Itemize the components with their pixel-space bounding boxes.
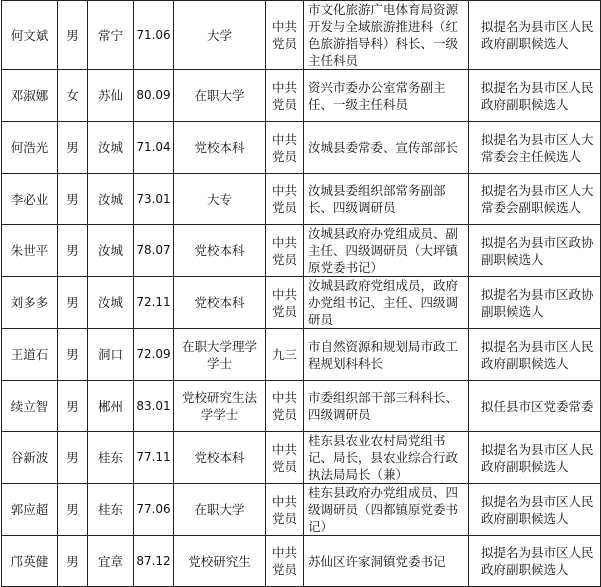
cell-party: 中共党员 (266, 432, 304, 484)
cell-position: 市自然资源和规划局市政工程规划科科长 (304, 329, 469, 381)
table-row (2, 70, 601, 122)
cell-education: 在职大学 (174, 70, 266, 122)
cell-nomination: 拟提名为县市区人民政府副职候选人 (469, 329, 601, 381)
cell-origin: 宜章 (88, 536, 134, 587)
cell-name: 郭应超 (2, 484, 58, 536)
cell-nomination: 拟任县市区党委常委 (469, 381, 601, 432)
table-row (2, 484, 601, 536)
cell-position: 汝城县政府党组成员，政府办党组书记、主任、四级调研员 (304, 277, 469, 329)
cell-party: 中共党员 (266, 536, 304, 587)
cell-gender: 男 (58, 432, 88, 484)
cell-origin: 汝城 (88, 122, 134, 174)
cell-position: 汝城县委组织部常务副部长、四级调研员 (304, 174, 469, 225)
cell-name: 续立智 (2, 381, 58, 432)
cell-gender: 男 (58, 1, 88, 70)
cell-position: 汝城县政府办党组成员、副主任、四级调研员（大坪镇原党委书记） (304, 225, 469, 277)
cell-score: 83.01 (134, 381, 174, 432)
cell-gender: 男 (58, 381, 88, 432)
cell-education: 党校本科 (174, 225, 266, 277)
cell-name: 谷新波 (2, 432, 58, 484)
cell-party: 中共党员 (266, 381, 304, 432)
cell-origin: 汝城 (88, 225, 134, 277)
cell-education: 党校本科 (174, 122, 266, 174)
cell-score: 77.06 (134, 484, 174, 536)
cell-position: 资兴市委办公室常务副主任、一级主任科员 (304, 70, 469, 122)
cell-nomination: 拟提名为县市区人民政府副职候选人 (469, 536, 601, 587)
cell-score: 73.01 (134, 174, 174, 225)
cell-education: 大学 (174, 1, 266, 70)
cell-nomination: 拟提名为县市区人民政府副职候选人 (469, 484, 601, 536)
cell-party: 中共党员 (266, 174, 304, 225)
table-body (2, 1, 601, 587)
cell-nomination: 拟提名为县市区人民政府副职候选人 (469, 432, 601, 484)
cell-education: 党校本科 (174, 432, 266, 484)
table-row (2, 225, 601, 277)
cell-score: 71.06 (134, 1, 174, 70)
cell-gender: 男 (58, 122, 88, 174)
cell-name: 何文斌 (2, 1, 58, 70)
cell-name: 李必业 (2, 174, 58, 225)
cell-gender: 男 (58, 329, 88, 381)
cell-position: 桂东县农业农村局党组书记、局长，县农业综合行政执法局局长（兼） (304, 432, 469, 484)
cell-gender: 男 (58, 277, 88, 329)
table-row (2, 381, 601, 432)
cell-nomination: 拟提名为县市区人大常委会副职候选人 (469, 174, 601, 225)
cell-party: 九三 (266, 329, 304, 381)
cell-nomination: 拟提名为县市区政协副职候选人 (469, 225, 601, 277)
cell-party: 中共党员 (266, 484, 304, 536)
cell-education: 在职大学 (174, 484, 266, 536)
cell-name: 刘多多 (2, 277, 58, 329)
cell-score: 71.04 (134, 122, 174, 174)
cell-education: 在职大学理学学士 (174, 329, 266, 381)
table-row (2, 122, 601, 174)
cell-party: 中共党员 (266, 70, 304, 122)
cadre-table (1, 0, 601, 587)
cell-party: 中共党员 (266, 1, 304, 70)
cell-name: 邓淑娜 (2, 70, 58, 122)
cell-education: 党校本科 (174, 277, 266, 329)
cell-education: 党校研究生 (174, 536, 266, 587)
cell-origin: 桂东 (88, 432, 134, 484)
cell-gender: 男 (58, 225, 88, 277)
cell-origin: 常宁 (88, 1, 134, 70)
table-row (2, 329, 601, 381)
cell-party: 中共党员 (266, 122, 304, 174)
table-row (2, 1, 601, 70)
cell-score: 77.11 (134, 432, 174, 484)
cell-score: 72.11 (134, 277, 174, 329)
cell-nomination: 拟提名为县市区人民政府副职候选人 (469, 70, 601, 122)
cell-name: 何浩光 (2, 122, 58, 174)
cell-name: 朱世平 (2, 225, 58, 277)
cell-name: 王道石 (2, 329, 58, 381)
table-row (2, 432, 601, 484)
cell-origin: 洞口 (88, 329, 134, 381)
cell-position: 汝城县委常委、宣传部部长 (304, 122, 469, 174)
cell-origin: 汝城 (88, 174, 134, 225)
table-row (2, 174, 601, 225)
cell-position: 市文化旅游广电体育局资源开发与全域旅游推进科（红色旅游指导科）科长、一级主任科员 (304, 1, 469, 70)
table-row (2, 536, 601, 587)
cell-name: 邝英健 (2, 536, 58, 587)
cell-education: 大专 (174, 174, 266, 225)
cell-gender: 男 (58, 484, 88, 536)
cell-education: 党校研究生法学学士 (174, 381, 266, 432)
cell-party: 中共党员 (266, 225, 304, 277)
cell-position: 苏仙区许家洞镇党委书记 (304, 536, 469, 587)
table-row (2, 277, 601, 329)
cell-party: 中共党员 (266, 277, 304, 329)
cell-score: 78.07 (134, 225, 174, 277)
cell-origin: 桂东 (88, 484, 134, 536)
cell-origin: 郴州 (88, 381, 134, 432)
cell-position: 桂东县政府办党组成员、四级调研员（四都镇原党委书记） (304, 484, 469, 536)
cell-score: 80.09 (134, 70, 174, 122)
cell-gender: 男 (58, 174, 88, 225)
cell-score: 72.09 (134, 329, 174, 381)
cell-origin: 汝城 (88, 277, 134, 329)
cell-gender: 男 (58, 536, 88, 587)
cell-score: 87.12 (134, 536, 174, 587)
cell-nomination: 拟提名为县市区政协副职候选人 (469, 277, 601, 329)
cell-position: 市委组织部干部三科科长、四级调研员 (304, 381, 469, 432)
cell-nomination: 拟提名为县市区人大常委会主任候选人 (469, 122, 601, 174)
cell-nomination: 拟提名为县市区人民政府副职候选人 (469, 1, 601, 70)
cell-gender: 女 (58, 70, 88, 122)
cell-origin: 苏仙 (88, 70, 134, 122)
